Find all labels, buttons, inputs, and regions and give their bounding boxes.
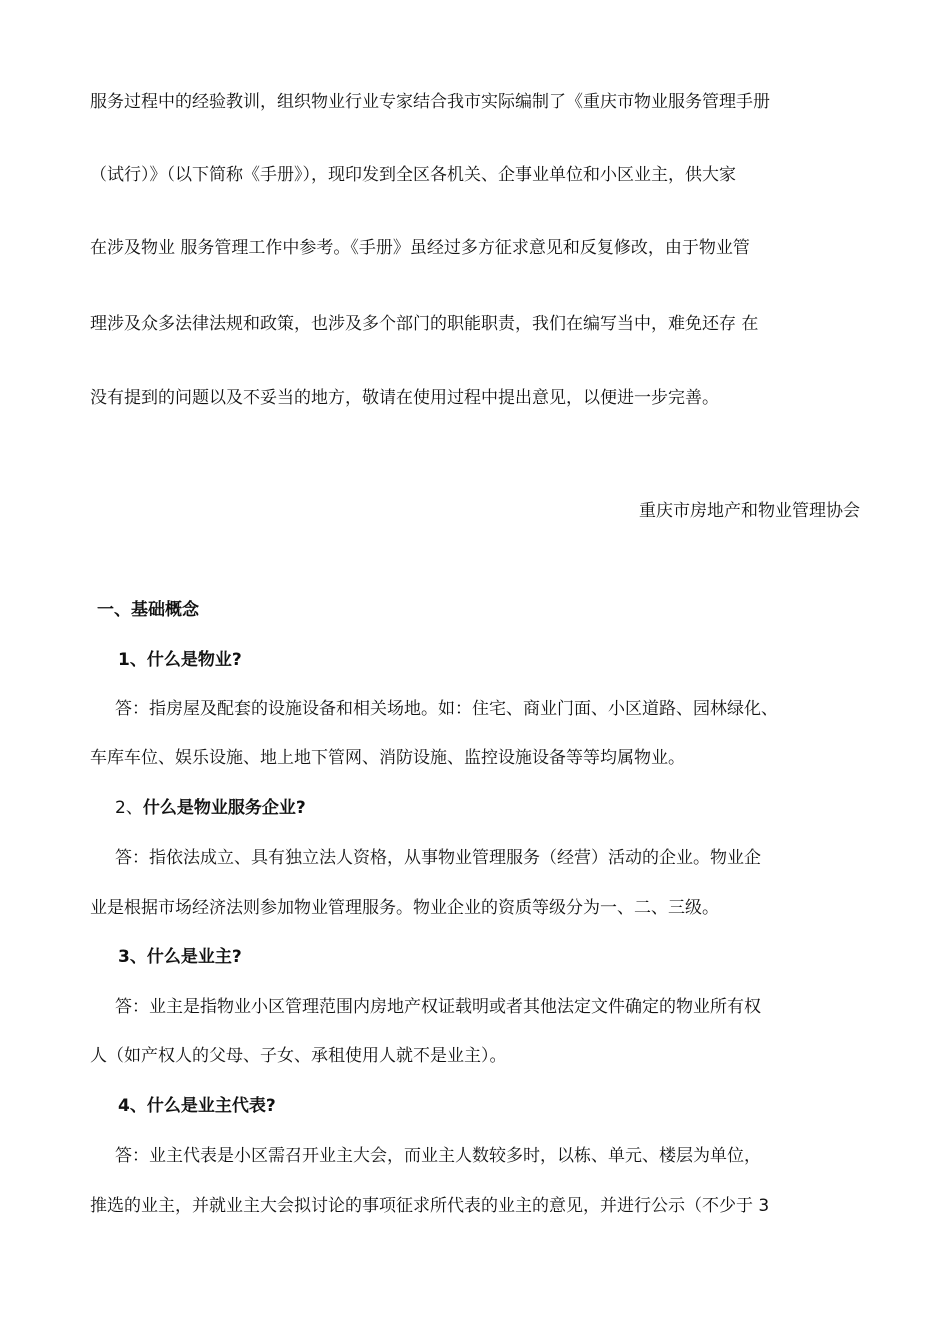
- answer-3-line-1: 答：业主是指物业小区管理范围内房地产权证载明或者其他法定文件确定的物业所有权: [115, 997, 761, 1017]
- intro-line-2: （试行）》（以下简称《手册》），现印发到全区各机关、企事业单位和小区业主，供大家: [90, 165, 736, 185]
- section-title: 一、基础概念: [97, 600, 199, 620]
- intro-line-5: 没有提到的问题以及不妥当的地方，敬请在使用过程中提出意见，以便进一步完善。: [90, 388, 719, 408]
- answer-1-line-1: 答：指房屋及配套的设施设备和相关场地。如：住宅、商业门面、小区道路、园林绿化、: [115, 699, 778, 719]
- intro-line-1: 服务过程中的经验教训，组织物业行业专家结合我市实际编制了《重庆市物业服务管理手册: [90, 92, 770, 112]
- signature: 重庆市房地产和物业管理协会: [639, 501, 860, 521]
- intro-line-4: 理涉及众多法律法规和政策，也涉及多个部门的职能职责，我们在编写当中，难免还存 在: [90, 314, 759, 334]
- question-3: 3、什么是业主?: [118, 947, 242, 967]
- answer-2-line-1: 答：指依法成立、具有独立法人资格，从事物业管理服务（经营）活动的企业。物业企: [115, 848, 761, 868]
- answer-1-line-2: 车库车位、娱乐设施、地上地下管网、消防设施、监控设施设备等等均属物业。: [90, 748, 685, 768]
- answer-4-line-2: 推选的业主，并就业主大会拟讨论的事项征求所代表的业主的意见，并进行公示（不少于 3: [90, 1196, 770, 1216]
- intro-line-3: 在涉及物业 服务管理工作中参考。《手册》虽经过多方征求意见和反复修改，由于物业管: [90, 238, 750, 258]
- question-2-number: 2、: [115, 798, 143, 818]
- answer-2-line-2: 业是根据市场经济法则参加物业管理服务。物业企业的资质等级分为一、二、三级。: [90, 898, 719, 918]
- answer-4-line-1: 答：业主代表是小区需召开业主大会，而业主人数较多时，以栋、单元、楼层为单位，: [115, 1146, 761, 1166]
- question-2: [115, 796, 306, 820]
- question-4: 4、什么是业主代表?: [118, 1096, 276, 1116]
- question-2-text: 什么是物业服务企业?: [142, 798, 306, 818]
- question-1: 1、什么是物业?: [118, 650, 242, 670]
- answer-3-line-2: 人（如产权人的父母、子女、承租使用人就不是业主）。: [90, 1046, 507, 1066]
